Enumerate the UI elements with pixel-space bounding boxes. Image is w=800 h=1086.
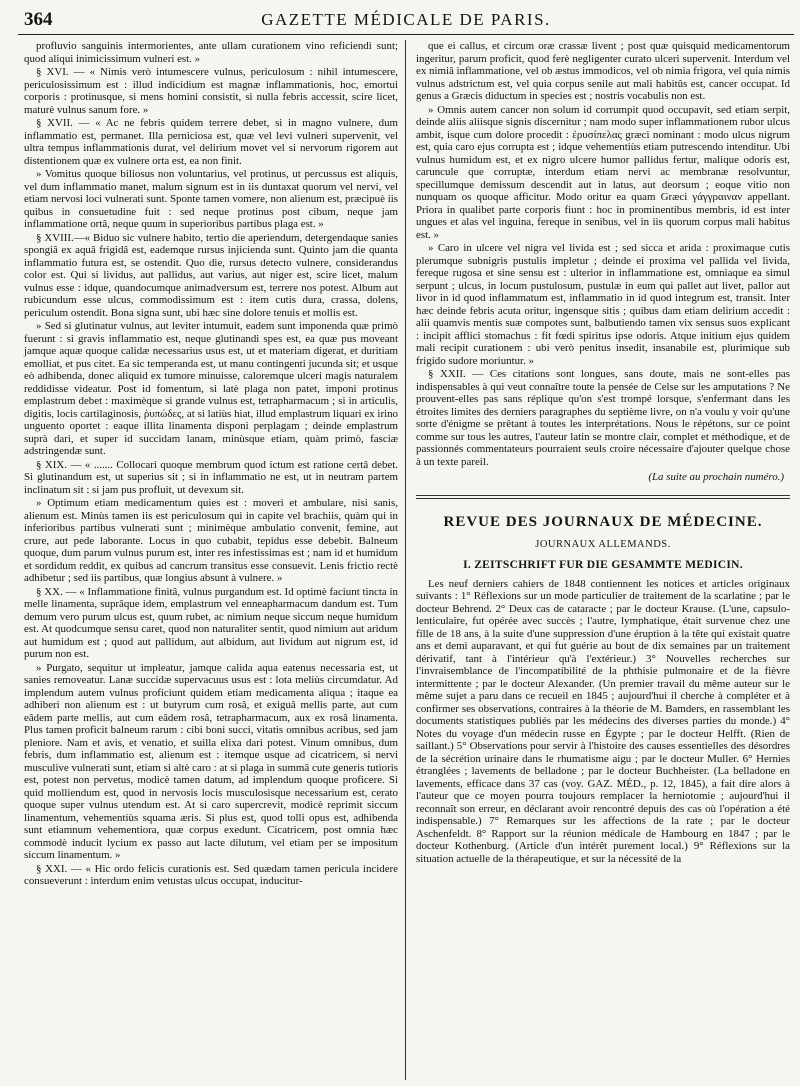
paragraph: » Optimum etiam medicamentum quies est : moveri et ambulare, nisi sanis, alienum est. Minùs tamen iis est periculosum qui in capite vel brachiis, quàm qui in inferioribus partibus vulnerati sunt ; minimèque ambulatio convenit, femine, aut crure, aut pede laborante. Locus in quo cubabit, tepidus esse debebit. Balneum quoque, dum parum vulnus purum est, inter res infestissimas est ; nam id et humidum et sordidum reddit, ex quibus ad cancrum transitus esse consuevit. Lenis frictio rectè adhibetur ; sed iis partibus, quæ longius absunt à vulnere. »: [24, 497, 398, 584]
paragraph: § XX. — « Inflammatione finitâ, vulnus purgandum est. Id optimè faciunt tincta in melle linamenta, suprâque idem, emplastrum vel enneapharmacum dandum est. Tum demum vero purum ulcus est, quum rubet, ac nimium neque siccum neque humidum est. At quodcumque sensu caret, quod non naturaliter sentit, quod nimium aut aridum aut humidum est ; quod aut pallidum, aut albidum, aut lividum aut nigrum est, id purum non est.: [24, 585, 398, 660]
left-column: [24, 40, 398, 889]
paragraph: § XIX. — « ....... Collocari quoque membrum quod ictum est ratione certâ debet. Si glutinandum est, ut superius sit ; si in inflammatio ne est, ut in neutram partem inclinatum sit : si jam pus profluit, ut devexum sit.: [24, 458, 398, 496]
right-column: [416, 40, 790, 866]
continuation-note: (La suite au prochain numéro.): [648, 471, 784, 483]
journal-title: GAZETTE MÉDICALE DE PARIS.: [261, 10, 551, 29]
paragraph: » Purgato, sequitur ut impleatur, jamque calida aqua eatenus necessaria est, ut sanies removeatur. Lanæ succidæ supervacuus usus est : lota meliùs circumdatur. Ad implendum autem vulnus proficiunt quidem etiam medicamenta aliqua ; itaque ea adhiberi non alienum est : ut butyrum cum rosâ, et exiguâ mellis parte, aut cum eâdem parte mellis, aut cum eâdem rosâ, tetrapharmacum, aux ex rosâ linamenta. Plus tamen proficit balneum rarum : cibi boni succi, vitatis omnibus acribus, sed jam pleniore. Nam et avis, et venatio, et suilla elixa dari potest. Vinum omnibus, dum febris, dum inflammatio est, alienum est : itemque usque ad cicatricem, si nervi musculive vulnerati sunt, etiam si altè caro : at si plaga in summâ cute generis tutioris est, potest non pervetus, modicè tamen datum, ad implendum quoque proficere. Si quid molliendum est, quod in nervosis locis musculosisque necessarium est, cerato quoque super vulnus utendum est. At si caro supercrevit, modicè reprimit siccum linamentum, vehementiùs squama æris. Si plus est, quod tolli opus est, adhibenda sunt etiamnum vehementiora, quæ corpus exedunt. Cicatricem, post omnia hæc commodè inducit lycium ex passo aut lacte dilutum, vel etiam per se impositum siccum linamentum. »: [24, 661, 398, 861]
column-divider: [405, 40, 406, 1080]
paragraph: » Vomitus quoque biliosus non voluntarius, vel protinus, ut percussus est aliquis, vel dum inflammatio manet, malum signum est in iis duntaxat quorum vel nervi, vel etiam nervosi loci vulnerati sunt. Sponte tamen vomere, non alienum est, præcipuè iis quibus in consuetudine fuit : sed neque protinus post cibum, neque jam inflammatione ortâ, neque quum in superioribus partibus plaga est. »: [24, 168, 398, 230]
revue-title: REVUE DES JOURNAUX DE MÉDECINE.: [443, 513, 763, 530]
revue-subtitle: JOURNAUX ALLEMANDS.: [535, 538, 671, 550]
paragraph: » Sed si glutinatur vulnus, aut leviter intumuit, eadem sunt imponenda quæ primò fuerunt : si gravis inflammatio est, neque glutinandi spes est, ea quæ pus moveant jamque aquæ quoque calidæ necessarius usus est, ut et materiam digerat, et duritiam emolliat, et pus citet. Ea sic temperanda est, ut manu contingenti jucunda sit; et usque eò adhibenda, donec aliquid ex tumore minuisse, caloremque ulceri magis naturalem reddidisse videatur. Post id fomentum, si latè plaga non patet, imponi protinus emplastrum debet : maximèque si grande vulnus est, tetrapharmacum ; si in articulis, digitis, locis cartilaginosis, ῥυπώδες, at si latiùs hiat, illud emplastrum liquari ex irino unguento oportet : eaque illita linamenta disponi perplagam ; deinde emplastrum suprà dari, et super id succidam lanam, minùsque etiam, quàm primò, fasciæ adstringendæ sunt.: [24, 320, 398, 457]
section-separator: [416, 495, 790, 496]
paragraph: profluvio sanguinis intermorientes, ante ullam curationem vino reficiendi sunt; quod aliqui inimicissimum vulneri est. »: [24, 40, 398, 65]
paragraph: § XVIII.—« Biduo sic vulnere habito, tertio die aperiendum, detergendaque sanies spongiâ ex aquâ frigidâ est, eademque rursus injicienda sunt. Quinto jam die quanta inflammatio futura est, se ostendit. Quo die, rursus detecto vulnere, considerandus color est. Qui si lividus, aut pallidus, aut varius, aut niger est, scire licet, malum vulnus esse : idque, quandocumque animadversum est, terrere nos potest. Album aut rubicundum esse ulcus, commodissimum est : item cutis dura, crassa, dolens, periculum ostendit. Bona signa sunt, ubi hæc sine dolore tenuis et mollis est.: [24, 231, 398, 319]
paragraph: » Omnis autem cancer non solum id corrumpit quod occupavit, sed etiam serpit, deinde aliis aliisque signis discernitur ; nam modo super inflammationem rubor ulcus ambit, isque cum dolore procedit : ἐρυσίπελας græci nominant : modo ulcus nigrum est, quia caro ejus corrupta est ; idque vehementiùs etiam putrescendo intenditur. Ubi vulnus humidum est, et ex nigro ulcere humor pallidus fertur, malique odoris est, caruncule que corruptæ, interdum etiam nervi ac membranæ resolvuntur, specillumque demissum descendit aut in latus, aut deorsum ; eoque vitio non nunquam os quoque afficitur. Modo oritur ea quam Græci γάγγραιναν appellant. Priora in qualibet parte corporis fiunt : hoc in prominentibus membris, id est inter ungues et alas vel inguina, fereque in senibus, vel in iis quorum corpus mali habitus est. »: [416, 103, 790, 241]
paragraph: § XXII. — Ces citations sont longues, sans doute, mais ne sont-elles pas indispensables à qui veut connaître toute la pensée de Celse sur les amputations ? Ne prouvent-elles pas sans réplique qu'on s'est trompé lorsque, s'enfermant dans les étroites limites des derniers paragraphes du septième livre, on n'a voulu y voir qu'une sorte d'énigme se prêtant à toutes les interprétations. Nous le répétons, sur ce point comme sur tous les autres, l'auteur latin se montre clair, complet et méthodique, et de passionnés commentateurs pourraient seuls croire nécessaire d'ajouter quelque chose à un texte pareil.: [416, 368, 790, 468]
paragraph: § XVII. — « Ac ne febris quidem terrere debet, si in magno vulnere, dum inflammatio est, permanet. Illa perniciosa est, quæ vel levi vulneri supervenit, vel ultra tempus inflammationis durat, vel delirium movet vel si nervorum rigorem aut distentionem quæ ex vulnere orta est, ea non finit.: [24, 117, 398, 167]
paragraph: § XXI. — « Hic ordo felicis curationis est. Sed quædam tamen pericula incidere consueverunt : interdum enim vetustas ulcus occupat, inducitur-: [24, 862, 398, 887]
paragraph: § XVI. — « Nimis verò intumescere vulnus, periculosum : nihil intumescere, periculosissimum est : illud indicidium est magnæ inflammationis, hoc, emortui corporis : protinusque, si mens homini consistit, si nulla febris accessit, scire licet, maturè vulnus sanum fore. »: [24, 66, 398, 116]
paragraph: » Caro in ulcere vel nigra vel livida est ; sed sicca et arida : proximaque cutis plerumque subnigris pustulis impletur ; deinde ei proxima vel pallida vel livida, fereque rugosa et sine sensu est : ulterior in inflammatione est, omniaque ea simul serpunt ; ulcus, in locum pustulosum, pustulæ in eum qui pallet aut livet, pallor aut livor in id quod inflammatum est, inflammatio in id quod integrum est, transit. Inter hæc deinde febris acuta oritur, ingensque sitis ; quibus dam etiam delirium accedit : alii quamvis mentis suæ compotes sunt, balbutiendo tamen vix sensus suos explicant : incipit afflici stomachus : fit fœdi spiritus ipse odoris. Atque initium ejus quidem mali recipit curationem : ubi verò penitus insedit, insanabile est, plurimique sub frigido sudore moriuntur. »: [416, 242, 790, 367]
page-header: [18, 6, 794, 35]
page-number: 364: [24, 9, 53, 30]
paragraph: Les neuf derniers cahiers de 1848 contiennent les notices et articles originaux suivants : 1° Réflexions sur un mode particulier de traitement de la scarlatine ; par le docteur Behrend. 2° Deux cas de cataracte ; par le docteur Krause. (L'une, capsulo-lenticulaire, fut opérée avec succès ; l'autre, lymphatique, était survenue chez une fille de 18 ans, à la suite d'une suppression d'une éruption à la tête qui existait quatre ans et demi auparavant, et qui fut guérie au bout de dix semaines par un traitement dérivatif, tant à l'intérieur qu'à l'extérieur.) 3° Nouvelles recherches sur l'invraisemblance de l'incompatibilité de la phthisie pulmonaire et de la fièvre intermittente ; par le docteur Alexander. (Un premier travail du même auteur sur le même sujet a paru dans ce recueil en 1845 ; aujourd'hui il cherche à compléter et à confirmer ses observations, contraires à la théorie de M. Bamders, en rassemblant les documents statistiques publiés par les médecins des diverses parties du monde.) 4° Notes du voyage d'un médecin russe en Égypte ; par le docteur Helfft. (Rien de saillant.) 5° Observations pour servir à l'histoire des causes essentielles des désordres de la sécrétion urinaire dans le rhumatisme aigu ; par le docteur Muller. 6° Hernies étranglées ; lavements de belladone ; par le docteur Buchheister. (La belladone en lavements, efficace dans 37 cas (voy. GAZ. MÉD., p. 12, 1845), a fait dire alors à l'auteur que ce moyen pourra toujours remplacer la herniotomie ; aujourd'hui il reconnaît son erreur, en déclarant avoir rencontré depuis des cas où l'opération a été indispensable.) 7° Remarques sur les affections de la rate ; par le docteur Aschenfeldt. 8° Rapport sur la réunion médicale de Hambourg en 1847 ; par le docteur Kothenburg. (Article d'un intérêt purement local.) 9° Réflexions sur la situation actuelle de la thérapeutique, et sur la nécessité de la: [416, 577, 790, 865]
section-separator-thin: [416, 498, 790, 499]
paragraph: que ei callus, et circum oræ crassæ livent ; post quæ quisquid medicamentorum ingeritur, parum proficit, quod ferè negligenter curato ulceri supervenit. Interdum vel ex nimiâ inflammatione, vel ob æstus immodicos, vel ob nimia frigora, vel quia nimis vulnus adstrictum est, vel quia corpus senile aut mali habitûs est, cancer occupat. Id genus a Græcis diductum in species est ; nostris vocabulis non est.: [416, 40, 790, 102]
revue-section-title: I. ZEITSCHRIFT FUR DIE GESAMMTE MEDICIN.: [463, 559, 743, 571]
